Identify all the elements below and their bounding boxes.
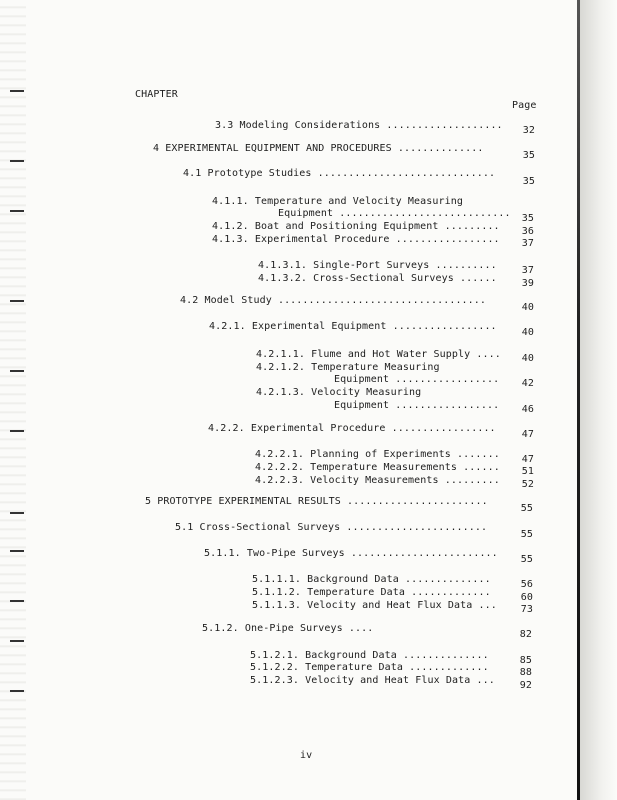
chapter-header: CHAPTER: [135, 89, 178, 100]
toc-entry: 4.1.2. Boat and Positioning Equipment .........: [212, 221, 500, 232]
margin-mark: [10, 370, 24, 372]
toc-page-number: 73: [520, 604, 533, 615]
margin-mark: [10, 550, 24, 552]
toc-entry: 5.1.2. One-Pipe Surveys ....: [202, 623, 374, 634]
toc-page-number: 51: [521, 466, 534, 477]
margin-mark: [10, 300, 24, 302]
toc-entry: 4.2.2.3. Velocity Measurements .........: [255, 475, 500, 486]
toc-entry: 4.2.2.2. Temperature Measurements ......: [255, 462, 500, 473]
toc-page-number: 40: [521, 353, 534, 364]
toc-page-number: 40: [521, 327, 534, 338]
toc-entry-continuation: Equipment .................: [334, 400, 500, 411]
toc-page-number: 52: [521, 479, 534, 490]
margin-mark: [10, 512, 24, 514]
toc-entry: 5.1.1.1. Background Data ..............: [252, 574, 491, 585]
toc-page-number: 55: [520, 554, 533, 565]
margin-mark: [10, 690, 24, 692]
toc-entry: 4.1.3. Experimental Procedure .................: [212, 234, 500, 245]
page-header: Page: [512, 100, 537, 111]
toc-entry: 4.1.3.2. Cross-Sectional Surveys ......: [258, 273, 497, 284]
toc-page-number: 85: [519, 655, 532, 666]
margin-mark: [10, 600, 24, 602]
toc-page-number: 35: [521, 213, 534, 224]
toc-page-number: 55: [520, 503, 533, 514]
toc-entry: 5.1 Cross-Sectional Surveys .......................: [175, 522, 488, 533]
toc-entry-continuation: Equipment .................: [334, 374, 500, 385]
toc-entry: 5.1.1. Two-Pipe Surveys ........................: [204, 548, 498, 559]
toc-entry: 5.1.2.3. Velocity and Heat Flux Data ...: [250, 675, 495, 686]
toc-entry: 4.2.1.3. Velocity Measuring: [256, 387, 422, 398]
toc-page-number: 35: [522, 176, 535, 187]
toc-page-number: 56: [520, 579, 533, 590]
toc-entry: 4.2.1.2. Temperature Measuring: [256, 362, 440, 373]
toc-entry: 4.1 Prototype Studies .............................: [183, 168, 496, 179]
toc-entry: 4.1.1. Temperature and Velocity Measuring: [212, 196, 463, 207]
footer-page-number: iv: [300, 750, 313, 761]
toc-page-number: 60: [520, 592, 533, 603]
toc-entry: 5.1.1.2. Temperature Data .............: [252, 587, 491, 598]
margin-mark: [10, 160, 24, 162]
binding-line: [577, 0, 580, 800]
toc-page-number: 40: [521, 302, 534, 313]
toc-page-number: 37: [521, 265, 534, 276]
margin-mark: [10, 430, 24, 432]
toc-page-number: 32: [522, 125, 535, 136]
toc-page-number: 39: [521, 278, 534, 289]
margin-mark: [10, 210, 24, 212]
toc-entry: 4.2.1. Experimental Equipment .................: [209, 321, 497, 332]
toc-page-number: 92: [519, 680, 532, 691]
toc-page-number: 47: [521, 454, 534, 465]
toc-page-number: 37: [521, 238, 534, 249]
toc-entry: 4 EXPERIMENTAL EQUIPMENT AND PROCEDURES ..............: [153, 143, 484, 154]
toc-entry: 4.2.1.1. Flume and Hot Water Supply ....: [256, 349, 501, 360]
margin-mark: [10, 640, 24, 642]
toc-page-number: 36: [521, 226, 534, 237]
toc-entry: 3.3 Modeling Considerations ...................: [215, 120, 503, 131]
toc-page-number: 46: [521, 404, 534, 415]
toc-page-number: 88: [519, 667, 532, 678]
scan-edge: [0, 0, 26, 800]
toc-entry: 5.1.1.3. Velocity and Heat Flux Data ...: [252, 600, 497, 611]
toc-entry: 5.1.2.1. Background Data ..............: [250, 650, 489, 661]
toc-page-number: 82: [519, 629, 532, 640]
toc-page-number: 42: [521, 378, 534, 389]
toc-entry: 4.2 Model Study ..................................: [180, 295, 487, 306]
toc-entry-continuation: Equipment ............................: [278, 208, 511, 219]
toc-entry: 5 PROTOTYPE EXPERIMENTAL RESULTS .......................: [145, 496, 488, 507]
toc-entry: 5.1.2.2. Temperature Data .............: [250, 662, 489, 673]
toc-page-number: 47: [521, 429, 534, 440]
toc-entry: 4.2.2.1. Planning of Experiments .......: [255, 449, 500, 460]
toc-page-number: 55: [520, 529, 533, 540]
margin-mark: [10, 90, 24, 92]
toc-entry: 4.1.3.1. Single-Port Surveys ..........: [258, 260, 497, 271]
toc-entry: 4.2.2. Experimental Procedure .................: [208, 423, 496, 434]
toc-page-number: 35: [522, 150, 535, 161]
binding-shadow: [580, 0, 617, 800]
